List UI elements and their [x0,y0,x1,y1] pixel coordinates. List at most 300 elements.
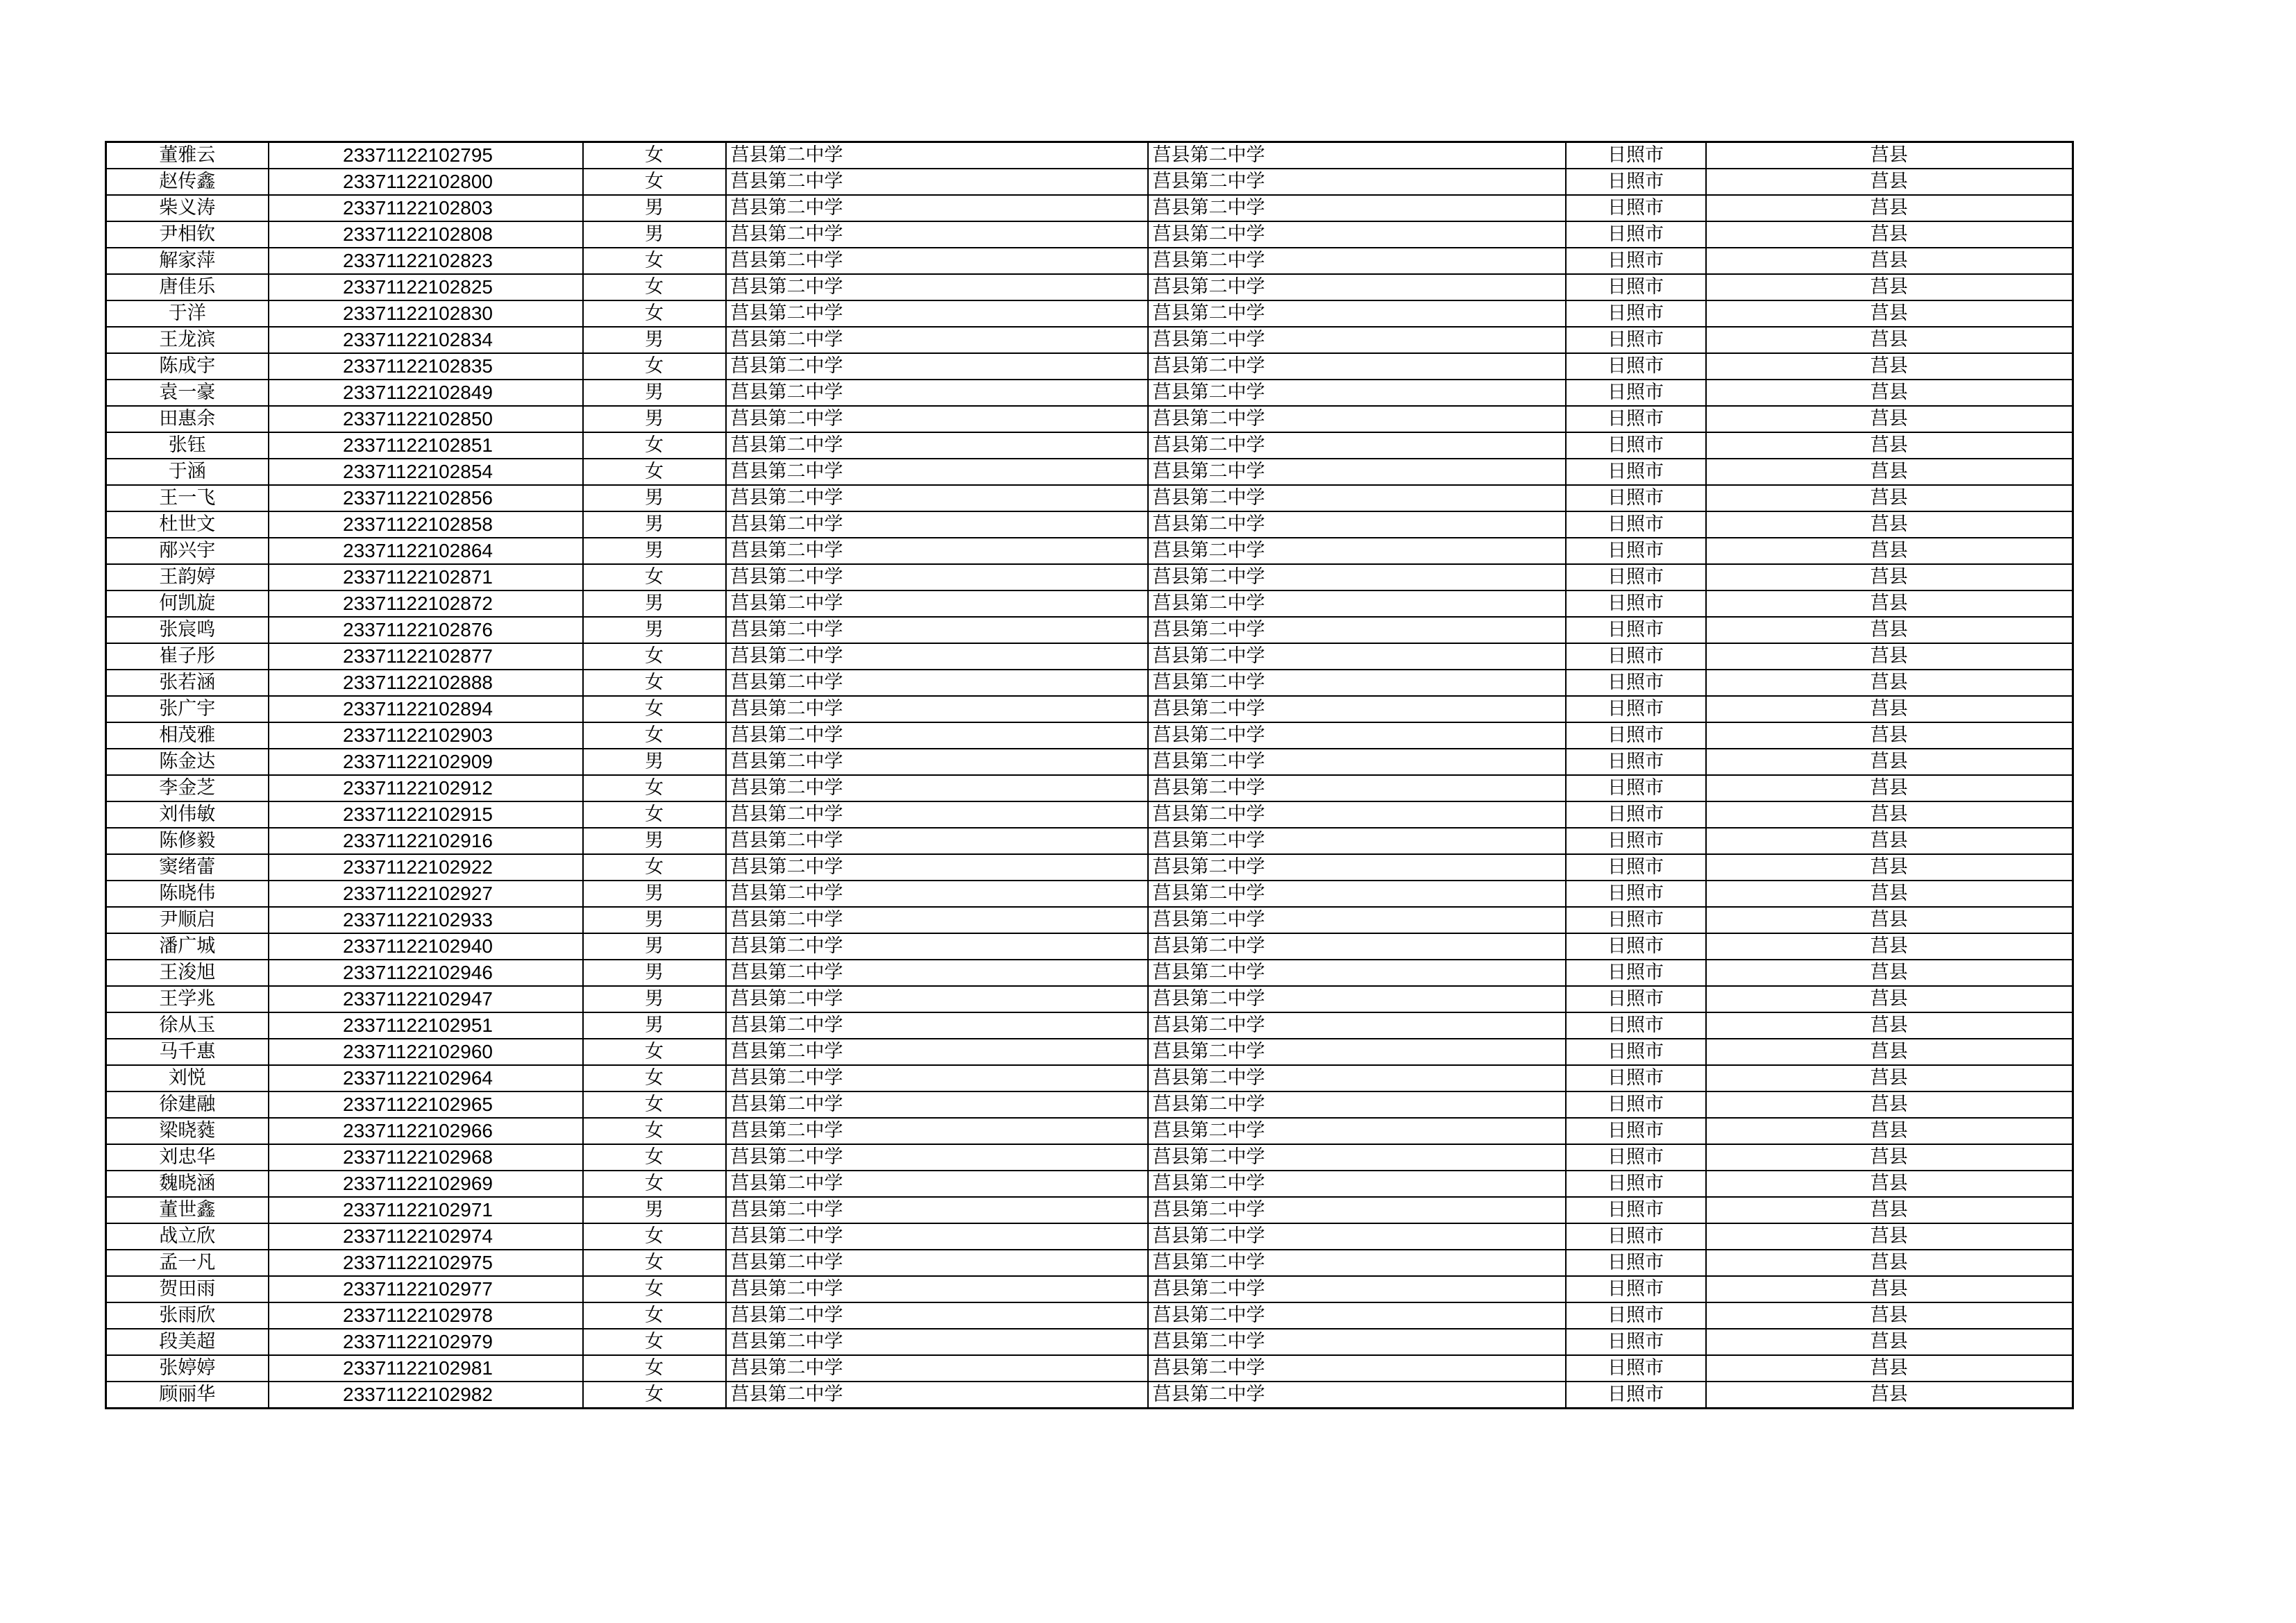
table-row [106,1223,2073,1250]
county-cell: 莒县 [1706,933,2073,960]
gender-cell: 女 [583,1091,726,1118]
student-name-cell: 顾丽华 [106,1382,269,1409]
exam-number-cell: 23371122102982 [269,1382,583,1409]
city-cell: 日照市 [1566,617,1706,643]
city-cell: 日照市 [1566,248,1706,274]
gender-cell: 女 [583,1039,726,1065]
table-row [106,1355,2073,1382]
exam-site-cell: 莒县第二中学 [1148,564,1566,590]
exam-site-cell: 莒县第二中学 [1148,432,1566,459]
school-cell: 莒县第二中学 [726,1039,1148,1065]
school-cell: 莒县第二中学 [726,1302,1148,1329]
city-cell: 日照市 [1566,327,1706,353]
exam-number-cell: 23371122102835 [269,353,583,380]
student-name-cell: 王浚旭 [106,960,269,986]
student-name-cell: 董雅云 [106,142,269,169]
county-cell: 莒县 [1706,722,2073,749]
gender-cell: 女 [583,1223,726,1250]
school-cell: 莒县第二中学 [726,538,1148,564]
city-cell: 日照市 [1566,1091,1706,1118]
city-cell: 日照市 [1566,432,1706,459]
gender-cell: 女 [583,432,726,459]
student-name-cell: 张若涵 [106,670,269,696]
gender-cell: 女 [583,353,726,380]
exam-site-cell: 莒县第二中学 [1148,907,1566,933]
student-name-cell: 刘忠华 [106,1144,269,1171]
student-name-cell: 王韵婷 [106,564,269,590]
student-name-cell: 陈金达 [106,749,269,775]
county-cell: 莒县 [1706,1276,2073,1302]
county-cell: 莒县 [1706,960,2073,986]
county-cell: 莒县 [1706,828,2073,854]
student-name-cell: 张雨欣 [106,1302,269,1329]
gender-cell: 男 [583,828,726,854]
exam-site-cell: 莒县第二中学 [1148,274,1566,300]
exam-site-cell: 莒县第二中学 [1148,1118,1566,1144]
county-cell: 莒县 [1706,1118,2073,1144]
gender-cell: 女 [583,1302,726,1329]
student-name-cell: 相茂雅 [106,722,269,749]
city-cell: 日照市 [1566,722,1706,749]
county-cell: 莒县 [1706,142,2073,169]
student-name-cell: 解家萍 [106,248,269,274]
table-row [106,380,2073,406]
exam-number-cell: 23371122102800 [269,169,583,195]
table-row [106,432,2073,459]
gender-cell: 女 [583,643,726,670]
exam-site-cell: 莒县第二中学 [1148,327,1566,353]
gender-cell: 女 [583,775,726,801]
city-cell: 日照市 [1566,353,1706,380]
exam-site-cell: 莒县第二中学 [1148,1091,1566,1118]
student-roster-table [105,141,2074,1409]
table-row [106,670,2073,696]
table-row [106,485,2073,511]
school-cell: 莒县第二中学 [726,1329,1148,1355]
city-cell: 日照市 [1566,195,1706,221]
table-row [106,1118,2073,1144]
county-cell: 莒县 [1706,1197,2073,1223]
table-row [106,1144,2073,1171]
student-name-cell: 杜世文 [106,511,269,538]
gender-cell: 男 [583,1012,726,1039]
gender-cell: 女 [583,459,726,485]
city-cell: 日照市 [1566,300,1706,327]
county-cell: 莒县 [1706,749,2073,775]
city-cell: 日照市 [1566,274,1706,300]
exam-site-cell: 莒县第二中学 [1148,221,1566,248]
city-cell: 日照市 [1566,169,1706,195]
exam-site-cell: 莒县第二中学 [1148,1065,1566,1091]
student-name-cell: 张钰 [106,432,269,459]
school-cell: 莒县第二中学 [726,142,1148,169]
school-cell: 莒县第二中学 [726,564,1148,590]
school-cell: 莒县第二中学 [726,1276,1148,1302]
table-row [106,1197,2073,1223]
exam-number-cell: 23371122102916 [269,828,583,854]
exam-number-cell: 23371122102803 [269,195,583,221]
city-cell: 日照市 [1566,1012,1706,1039]
table-row [106,169,2073,195]
table-row [106,775,2073,801]
county-cell: 莒县 [1706,1382,2073,1409]
table-row [106,643,2073,670]
table-row [106,1091,2073,1118]
exam-site-cell: 莒县第二中学 [1148,1039,1566,1065]
exam-number-cell: 23371122102960 [269,1039,583,1065]
gender-cell: 男 [583,406,726,432]
exam-number-cell: 23371122102830 [269,300,583,327]
table-row [106,406,2073,432]
student-name-cell: 陈晓伟 [106,881,269,907]
exam-site-cell: 莒县第二中学 [1148,195,1566,221]
exam-number-cell: 23371122102975 [269,1250,583,1276]
gender-cell: 女 [583,169,726,195]
gender-cell: 女 [583,722,726,749]
city-cell: 日照市 [1566,221,1706,248]
table-row [106,511,2073,538]
gender-cell: 女 [583,1144,726,1171]
exam-number-cell: 23371122102834 [269,327,583,353]
school-cell: 莒县第二中学 [726,327,1148,353]
school-cell: 莒县第二中学 [726,485,1148,511]
school-cell: 莒县第二中学 [726,617,1148,643]
city-cell: 日照市 [1566,1065,1706,1091]
student-name-cell: 王一飞 [106,485,269,511]
gender-cell: 男 [583,1197,726,1223]
exam-site-cell: 莒县第二中学 [1148,248,1566,274]
exam-site-cell: 莒县第二中学 [1148,1144,1566,1171]
school-cell: 莒县第二中学 [726,1065,1148,1091]
table-row [106,538,2073,564]
school-cell: 莒县第二中学 [726,643,1148,670]
gender-cell: 女 [583,300,726,327]
exam-number-cell: 23371122102850 [269,406,583,432]
county-cell: 莒县 [1706,169,2073,195]
county-cell: 莒县 [1706,432,2073,459]
school-cell: 莒县第二中学 [726,986,1148,1012]
county-cell: 莒县 [1706,617,2073,643]
student-name-cell: 陈修毅 [106,828,269,854]
gender-cell: 男 [583,933,726,960]
exam-site-cell: 莒县第二中学 [1148,1355,1566,1382]
exam-site-cell: 莒县第二中学 [1148,1302,1566,1329]
exam-number-cell: 23371122102971 [269,1197,583,1223]
table-row [106,1382,2073,1409]
city-cell: 日照市 [1566,854,1706,881]
table-row [106,960,2073,986]
table-row [106,617,2073,643]
gender-cell: 男 [583,511,726,538]
exam-site-cell: 莒县第二中学 [1148,1197,1566,1223]
school-cell: 莒县第二中学 [726,881,1148,907]
table-row [106,327,2073,353]
student-name-cell: 刘悦 [106,1065,269,1091]
city-cell: 日照市 [1566,960,1706,986]
school-cell: 莒县第二中学 [726,459,1148,485]
gender-cell: 女 [583,1276,726,1302]
school-cell: 莒县第二中学 [726,722,1148,749]
city-cell: 日照市 [1566,1118,1706,1144]
exam-site-cell: 莒县第二中学 [1148,960,1566,986]
city-cell: 日照市 [1566,1250,1706,1276]
gender-cell: 男 [583,617,726,643]
student-name-cell: 李金芝 [106,775,269,801]
exam-number-cell: 23371122102979 [269,1329,583,1355]
student-name-cell: 袁一豪 [106,380,269,406]
school-cell: 莒县第二中学 [726,1197,1148,1223]
exam-number-cell: 23371122102851 [269,432,583,459]
exam-site-cell: 莒县第二中学 [1148,538,1566,564]
city-cell: 日照市 [1566,406,1706,432]
school-cell: 莒县第二中学 [726,775,1148,801]
exam-site-cell: 莒县第二中学 [1148,1223,1566,1250]
exam-site-cell: 莒县第二中学 [1148,801,1566,828]
exam-site-cell: 莒县第二中学 [1148,590,1566,617]
exam-number-cell: 23371122102894 [269,696,583,722]
gender-cell: 男 [583,327,726,353]
gender-cell: 女 [583,1065,726,1091]
school-cell: 莒县第二中学 [726,169,1148,195]
student-name-cell: 董世鑫 [106,1197,269,1223]
exam-number-cell: 23371122102903 [269,722,583,749]
county-cell: 莒县 [1706,248,2073,274]
county-cell: 莒县 [1706,459,2073,485]
school-cell: 莒县第二中学 [726,380,1148,406]
exam-site-cell: 莒县第二中学 [1148,722,1566,749]
student-name-cell: 潘广城 [106,933,269,960]
school-cell: 莒县第二中学 [726,801,1148,828]
table-row [106,1276,2073,1302]
exam-number-cell: 23371122102912 [269,775,583,801]
county-cell: 莒县 [1706,380,2073,406]
city-cell: 日照市 [1566,801,1706,828]
exam-number-cell: 23371122102871 [269,564,583,590]
exam-number-cell: 23371122102965 [269,1091,583,1118]
exam-number-cell: 23371122102858 [269,511,583,538]
exam-site-cell: 莒县第二中学 [1148,353,1566,380]
student-name-cell: 段美超 [106,1329,269,1355]
county-cell: 莒县 [1706,1329,2073,1355]
student-name-cell: 战立欣 [106,1223,269,1250]
student-name-cell: 邴兴宇 [106,538,269,564]
county-cell: 莒县 [1706,1250,2073,1276]
gender-cell: 男 [583,590,726,617]
county-cell: 莒县 [1706,881,2073,907]
city-cell: 日照市 [1566,643,1706,670]
school-cell: 莒县第二中学 [726,432,1148,459]
table-row [106,142,2073,169]
city-cell: 日照市 [1566,1302,1706,1329]
exam-number-cell: 23371122102966 [269,1118,583,1144]
gender-cell: 男 [583,881,726,907]
school-cell: 莒县第二中学 [726,933,1148,960]
county-cell: 莒县 [1706,854,2073,881]
school-cell: 莒县第二中学 [726,248,1148,274]
city-cell: 日照市 [1566,564,1706,590]
county-cell: 莒县 [1706,1091,2073,1118]
gender-cell: 男 [583,485,726,511]
student-name-cell: 何凯旋 [106,590,269,617]
school-cell: 莒县第二中学 [726,696,1148,722]
city-cell: 日照市 [1566,1144,1706,1171]
student-name-cell: 徐从玉 [106,1012,269,1039]
city-cell: 日照市 [1566,485,1706,511]
county-cell: 莒县 [1706,300,2073,327]
city-cell: 日照市 [1566,749,1706,775]
county-cell: 莒县 [1706,1144,2073,1171]
student-name-cell: 田惠余 [106,406,269,432]
school-cell: 莒县第二中学 [726,511,1148,538]
county-cell: 莒县 [1706,1065,2073,1091]
student-name-cell: 赵传鑫 [106,169,269,195]
city-cell: 日照市 [1566,696,1706,722]
county-cell: 莒县 [1706,1012,2073,1039]
county-cell: 莒县 [1706,564,2073,590]
exam-site-cell: 莒县第二中学 [1148,881,1566,907]
county-cell: 莒县 [1706,485,2073,511]
city-cell: 日照市 [1566,1039,1706,1065]
county-cell: 莒县 [1706,1355,2073,1382]
student-name-cell: 王龙滨 [106,327,269,353]
school-cell: 莒县第二中学 [726,195,1148,221]
exam-number-cell: 23371122102877 [269,643,583,670]
table-row [106,1065,2073,1091]
table-row [106,459,2073,485]
exam-site-cell: 莒县第二中学 [1148,617,1566,643]
exam-site-cell: 莒县第二中学 [1148,933,1566,960]
school-cell: 莒县第二中学 [726,300,1148,327]
city-cell: 日照市 [1566,459,1706,485]
table-row [106,1302,2073,1329]
city-cell: 日照市 [1566,933,1706,960]
county-cell: 莒县 [1706,274,2073,300]
gender-cell: 男 [583,907,726,933]
exam-number-cell: 23371122102947 [269,986,583,1012]
gender-cell: 男 [583,221,726,248]
city-cell: 日照市 [1566,907,1706,933]
exam-number-cell: 23371122102854 [269,459,583,485]
student-name-cell: 孟一凡 [106,1250,269,1276]
county-cell: 莒县 [1706,1039,2073,1065]
exam-site-cell: 莒县第二中学 [1148,670,1566,696]
exam-site-cell: 莒县第二中学 [1148,380,1566,406]
exam-number-cell: 23371122102922 [269,854,583,881]
student-name-cell: 唐佳乐 [106,274,269,300]
county-cell: 莒县 [1706,1171,2073,1197]
table-row [106,195,2073,221]
school-cell: 莒县第二中学 [726,353,1148,380]
table-row [106,353,2073,380]
table-row [106,221,2073,248]
exam-site-cell: 莒县第二中学 [1148,300,1566,327]
exam-site-cell: 莒县第二中学 [1148,749,1566,775]
school-cell: 莒县第二中学 [726,854,1148,881]
gender-cell: 男 [583,538,726,564]
table-row [106,854,2073,881]
city-cell: 日照市 [1566,1329,1706,1355]
table-row [106,300,2073,327]
student-name-cell: 王学兆 [106,986,269,1012]
city-cell: 日照市 [1566,538,1706,564]
student-name-cell: 张婷婷 [106,1355,269,1382]
county-cell: 莒县 [1706,986,2073,1012]
city-cell: 日照市 [1566,511,1706,538]
exam-site-cell: 莒县第二中学 [1148,169,1566,195]
student-name-cell: 柴义涛 [106,195,269,221]
exam-site-cell: 莒县第二中学 [1148,459,1566,485]
student-name-cell: 梁晓蕤 [106,1118,269,1144]
county-cell: 莒县 [1706,670,2073,696]
exam-number-cell: 23371122102864 [269,538,583,564]
school-cell: 莒县第二中学 [726,274,1148,300]
school-cell: 莒县第二中学 [726,1171,1148,1197]
city-cell: 日照市 [1566,142,1706,169]
exam-number-cell: 23371122102872 [269,590,583,617]
school-cell: 莒县第二中学 [726,907,1148,933]
gender-cell: 男 [583,380,726,406]
gender-cell: 女 [583,1382,726,1409]
student-name-cell: 尹相钦 [106,221,269,248]
school-cell: 莒县第二中学 [726,1144,1148,1171]
exam-number-cell: 23371122102823 [269,248,583,274]
school-cell: 莒县第二中学 [726,749,1148,775]
city-cell: 日照市 [1566,590,1706,617]
county-cell: 莒县 [1706,775,2073,801]
county-cell: 莒县 [1706,195,2073,221]
exam-number-cell: 23371122102946 [269,960,583,986]
gender-cell: 女 [583,1329,726,1355]
exam-site-cell: 莒县第二中学 [1148,828,1566,854]
student-name-cell: 刘伟敏 [106,801,269,828]
county-cell: 莒县 [1706,406,2073,432]
student-name-cell: 张宸鸣 [106,617,269,643]
exam-number-cell: 23371122102927 [269,881,583,907]
exam-number-cell: 23371122102977 [269,1276,583,1302]
school-cell: 莒县第二中学 [726,1250,1148,1276]
city-cell: 日照市 [1566,828,1706,854]
exam-number-cell: 23371122102876 [269,617,583,643]
gender-cell: 女 [583,696,726,722]
exam-site-cell: 莒县第二中学 [1148,1250,1566,1276]
table-row [106,828,2073,854]
exam-number-cell: 23371122102969 [269,1171,583,1197]
school-cell: 莒县第二中学 [726,1382,1148,1409]
exam-site-cell: 莒县第二中学 [1148,696,1566,722]
table-row [106,749,2073,775]
table-row [106,564,2073,590]
table-row [106,881,2073,907]
school-cell: 莒县第二中学 [726,1223,1148,1250]
exam-site-cell: 莒县第二中学 [1148,142,1566,169]
gender-cell: 女 [583,142,726,169]
school-cell: 莒县第二中学 [726,670,1148,696]
table-row [106,1012,2073,1039]
student-name-cell: 于洋 [106,300,269,327]
exam-site-cell: 莒县第二中学 [1148,1329,1566,1355]
table-row [106,986,2073,1012]
table-row [106,722,2073,749]
county-cell: 莒县 [1706,801,2073,828]
gender-cell: 女 [583,1118,726,1144]
exam-site-cell: 莒县第二中学 [1148,1171,1566,1197]
exam-number-cell: 23371122102795 [269,142,583,169]
table-row [106,274,2073,300]
gender-cell: 男 [583,749,726,775]
exam-number-cell: 23371122102940 [269,933,583,960]
exam-number-cell: 23371122102915 [269,801,583,828]
table-row [106,590,2073,617]
